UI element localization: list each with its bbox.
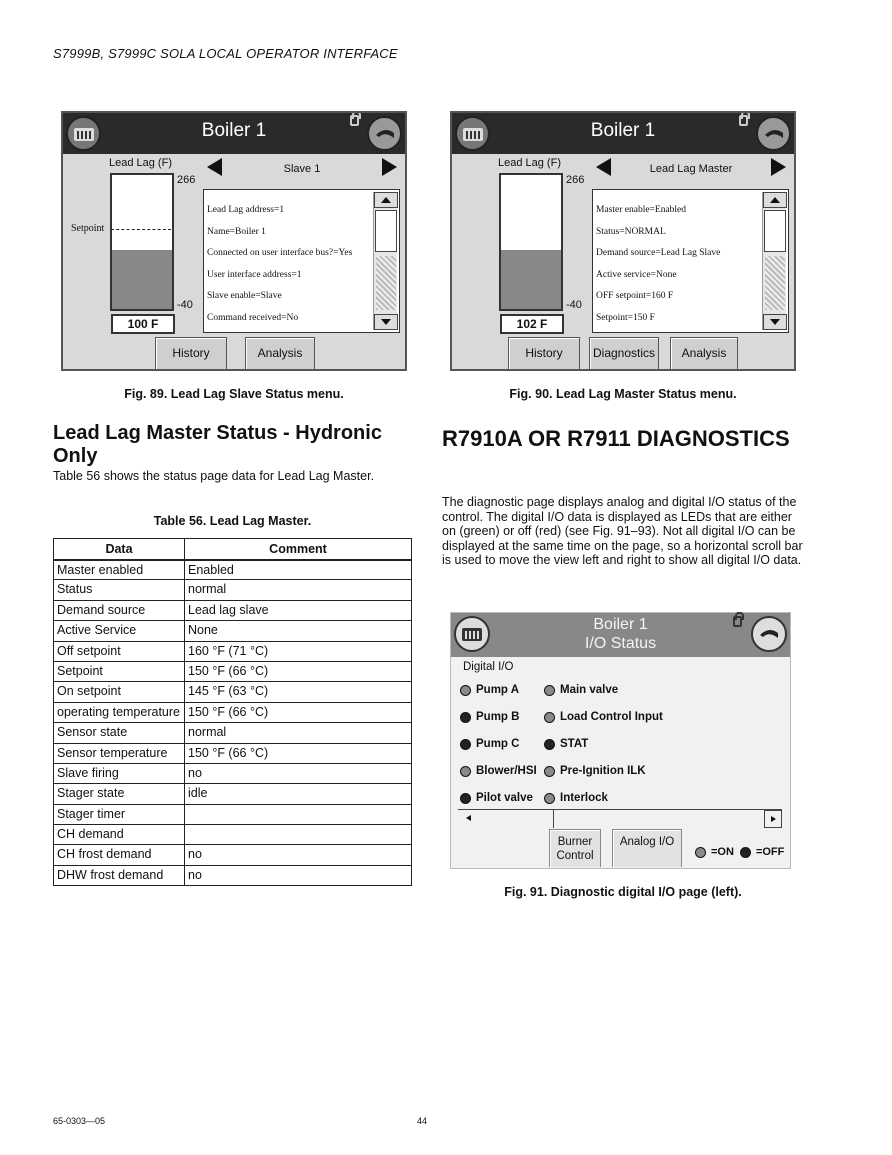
doc-number: 65-0303—05 xyxy=(53,1116,106,1126)
scroll-thumb[interactable] xyxy=(764,210,786,252)
io-label: Pilot valve xyxy=(476,792,533,804)
running-header: S7999B, S7999C SOLA LOCAL OPERATOR INTERFACE xyxy=(53,46,398,61)
comment-cell: idle xyxy=(185,784,412,804)
table-row xyxy=(54,661,412,681)
comment-cell: Lead lag slave xyxy=(185,600,412,620)
section-heading: R7910A OR R7911 DIAGNOSTICS xyxy=(442,426,790,451)
lead-lag-slave-screen xyxy=(61,111,407,371)
data-cell: Active Service xyxy=(54,621,185,641)
gauge-value: 100 F xyxy=(111,314,175,334)
scroll-track[interactable] xyxy=(765,256,785,310)
column-header: Data xyxy=(54,539,185,560)
data-cell: Stager timer xyxy=(54,804,185,824)
next-arrow-button[interactable] xyxy=(382,158,397,176)
temperature-gauge xyxy=(110,173,174,311)
gauge-max: 266 xyxy=(177,174,196,186)
screen-titlebar xyxy=(451,613,790,657)
status-list xyxy=(592,189,789,333)
status-list xyxy=(203,189,400,333)
table-row xyxy=(54,845,412,865)
gauge-value: 102 F xyxy=(500,314,564,334)
column-header: Comment xyxy=(185,539,412,560)
legend-off-label: =OFF xyxy=(755,846,785,858)
history-button[interactable]: History xyxy=(155,337,227,369)
io-status-item xyxy=(460,684,519,696)
io-label: Main valve xyxy=(560,684,619,696)
horizontal-scrollbar[interactable] xyxy=(458,809,782,827)
lock-icon xyxy=(733,616,742,627)
data-cell: Sensor state xyxy=(54,723,185,743)
title-line: Boiler 1 xyxy=(593,616,648,633)
led-off-icon xyxy=(460,712,471,723)
scroll-track[interactable] xyxy=(376,256,396,310)
gauge-min: -40 xyxy=(566,299,582,311)
io-status-item xyxy=(544,684,618,696)
data-cell: Status xyxy=(54,580,185,600)
gauge-label: Lead Lag (F) xyxy=(498,157,561,169)
analog-io-button[interactable]: Analog I/O xyxy=(612,829,682,867)
led-on-icon xyxy=(544,793,555,804)
table-caption: Table 56. Lead Lag Master. xyxy=(153,514,312,528)
figure-caption: Fig. 89. Lead Lag Slave Status menu. xyxy=(124,387,344,401)
led-off-icon xyxy=(460,793,471,804)
comment-cell xyxy=(185,804,412,824)
analysis-button[interactable]: Analysis xyxy=(670,337,738,369)
data-cell: Setpoint xyxy=(54,661,185,681)
temperature-gauge xyxy=(499,173,563,311)
table-row xyxy=(54,600,412,620)
table-row xyxy=(54,723,412,743)
table-row xyxy=(54,865,412,885)
io-label: Pump A xyxy=(476,684,520,696)
io-status-item xyxy=(460,738,519,750)
back-arrow-icon xyxy=(373,125,397,143)
io-label: Pump B xyxy=(476,711,520,723)
comment-cell: Enabled xyxy=(185,560,412,580)
table-row xyxy=(54,804,412,824)
data-cell: Off setpoint xyxy=(54,641,185,661)
table-row xyxy=(54,682,412,702)
setpoint-marker xyxy=(111,229,171,230)
led-off-icon xyxy=(740,847,751,858)
back-arrow-icon xyxy=(762,125,786,143)
led-on-icon xyxy=(460,685,471,696)
digital-io-label: Digital I/O xyxy=(463,661,514,673)
status-line: Lead Lag address=1 xyxy=(207,205,285,215)
data-cell: operating temperature xyxy=(54,702,185,722)
comment-cell: 150 °F (66 °C) xyxy=(185,661,412,681)
scroll-up-button[interactable] xyxy=(374,192,398,208)
screen-title: Boiler 1 xyxy=(201,120,267,141)
analysis-button[interactable]: Analysis xyxy=(245,337,315,369)
io-status-item xyxy=(544,738,588,750)
data-cell: Sensor temperature xyxy=(54,743,185,763)
back-button[interactable] xyxy=(756,116,791,151)
data-cell: Demand source xyxy=(54,600,185,620)
comment-cell: no xyxy=(185,845,412,865)
table-header-row xyxy=(54,539,412,560)
data-cell: On setpoint xyxy=(54,682,185,702)
status-line: OFF setpoint=160 F xyxy=(596,291,674,301)
io-label: Load Control Input xyxy=(560,711,663,723)
table-row xyxy=(54,743,412,763)
scroll-left-button[interactable] xyxy=(458,810,554,828)
gauge-fill xyxy=(501,250,561,309)
io-status-item xyxy=(460,792,533,804)
table-row xyxy=(54,641,412,661)
back-button[interactable] xyxy=(367,116,402,151)
prev-arrow-button[interactable] xyxy=(596,158,611,176)
led-on-icon xyxy=(544,766,555,777)
section-intro: Table 56 shows the status page data for Lead Lag Master. xyxy=(53,469,375,483)
status-line: Demand source=Lead Lag Slave xyxy=(596,248,721,258)
back-arrow-icon xyxy=(757,625,781,643)
status-line: Slave enable=Slave xyxy=(207,291,282,301)
history-button[interactable]: History xyxy=(508,337,580,369)
back-button[interactable] xyxy=(751,616,787,652)
data-cell: CH demand xyxy=(54,825,185,845)
scroll-up-button[interactable] xyxy=(763,192,787,208)
figure-caption: Fig. 91. Diagnostic digital I/O page (left). xyxy=(504,885,742,899)
io-label: Pump C xyxy=(476,738,520,750)
burner-control-button[interactable]: Burner Control xyxy=(549,829,601,867)
comment-cell xyxy=(185,825,412,845)
page-number: 44 xyxy=(417,1116,428,1126)
comment-cell: normal xyxy=(185,580,412,600)
section-body: The diagnostic page displays analog and digital I/O status of the control. The digital I/O data is displayed as LEDs that are either on (green) or off (red) (see Fig. 91–93). Not all digital I/O can be displayed at the same time on the page, so a horizontal scroll bar is used to move the view left and right to show all digital I/O data. xyxy=(442,495,803,568)
comment-cell: None xyxy=(185,621,412,641)
diagnostics-button[interactable]: Diagnostics xyxy=(589,337,659,369)
status-line: Connected on user interface bus?=Yes xyxy=(207,248,353,258)
legend-on-label: =ON xyxy=(711,846,734,858)
title-line: I/O Status xyxy=(584,635,657,652)
led-off-icon xyxy=(460,739,471,750)
io-label: Interlock xyxy=(560,792,608,804)
comment-cell: 145 °F (63 °C) xyxy=(185,682,412,702)
vertical-scrollbar[interactable] xyxy=(762,192,786,330)
status-line: Active service=None xyxy=(596,269,677,280)
lead-lag-master-screen xyxy=(450,111,796,371)
comment-cell: no xyxy=(185,763,412,783)
io-label: STAT xyxy=(560,738,589,750)
table-row xyxy=(54,580,412,600)
comment-cell: normal xyxy=(185,723,412,743)
status-line: Setpoint=150 F xyxy=(596,312,655,323)
data-cell: DHW frost demand xyxy=(54,865,185,885)
io-label: Pre-Ignition ILK xyxy=(560,765,646,777)
lock-icon xyxy=(350,115,359,126)
scroll-thumb[interactable] xyxy=(375,210,397,252)
status-line: Name=Boiler 1 xyxy=(207,226,266,237)
prev-arrow-button[interactable] xyxy=(207,158,222,176)
io-label: Blower/HSI xyxy=(476,765,537,777)
io-status-item xyxy=(544,711,663,723)
table-row xyxy=(54,763,412,783)
gauge-label: Lead Lag (F) xyxy=(109,157,172,169)
io-status-item xyxy=(460,711,519,723)
io-status-item xyxy=(544,792,608,804)
led-legend xyxy=(695,846,784,858)
data-cell: Master enabled xyxy=(54,560,185,580)
scroll-down-button[interactable] xyxy=(374,314,398,330)
gauge-min: -40 xyxy=(177,299,193,311)
lead-lag-master-table xyxy=(53,538,412,886)
io-status-item xyxy=(460,765,537,777)
io-status-screen xyxy=(450,612,791,869)
io-status-item xyxy=(544,765,646,777)
status-line: Command received=No xyxy=(207,312,299,323)
section-heading: Lead Lag Master Status - Hydronic Only xyxy=(53,422,382,467)
gauge-max: 266 xyxy=(566,174,585,186)
comment-cell: 150 °F (66 °C) xyxy=(185,702,412,722)
comment-cell: 150 °F (66 °C) xyxy=(185,743,412,763)
vertical-scrollbar[interactable] xyxy=(373,192,397,330)
led-off-icon xyxy=(544,739,555,750)
screen-titlebar xyxy=(452,113,794,154)
status-line: Master enable=Enabled xyxy=(596,205,687,215)
nav-label: Lead Lag Master xyxy=(649,163,733,175)
led-on-icon xyxy=(544,685,555,696)
status-line: Status=NORMAL xyxy=(596,226,666,237)
led-on-icon xyxy=(695,847,706,858)
comment-cell: no xyxy=(185,865,412,885)
gauge-fill xyxy=(112,250,172,309)
comment-cell: 160 °F (71 °C) xyxy=(185,641,412,661)
table-row xyxy=(54,784,412,804)
screen-titlebar xyxy=(63,113,405,154)
table-row xyxy=(54,825,412,845)
nav-label: Slave 1 xyxy=(283,163,321,175)
table-row xyxy=(54,702,412,722)
led-on-icon xyxy=(544,712,555,723)
figure-caption: Fig. 90. Lead Lag Master Status menu. xyxy=(509,387,737,401)
scroll-right-button[interactable] xyxy=(764,810,782,828)
setpoint-label: Setpoint xyxy=(71,223,105,234)
led-on-icon xyxy=(460,766,471,777)
scroll-down-button[interactable] xyxy=(763,314,787,330)
status-line: User interface address=1 xyxy=(207,269,302,280)
data-cell: Slave firing xyxy=(54,763,185,783)
data-cell: CH frost demand xyxy=(54,845,185,865)
lock-icon xyxy=(739,115,748,126)
screen-title: Boiler 1 xyxy=(590,120,656,141)
data-cell: Stager state xyxy=(54,784,185,804)
table-row xyxy=(54,621,412,641)
next-arrow-button[interactable] xyxy=(771,158,786,176)
table-row xyxy=(54,560,412,580)
